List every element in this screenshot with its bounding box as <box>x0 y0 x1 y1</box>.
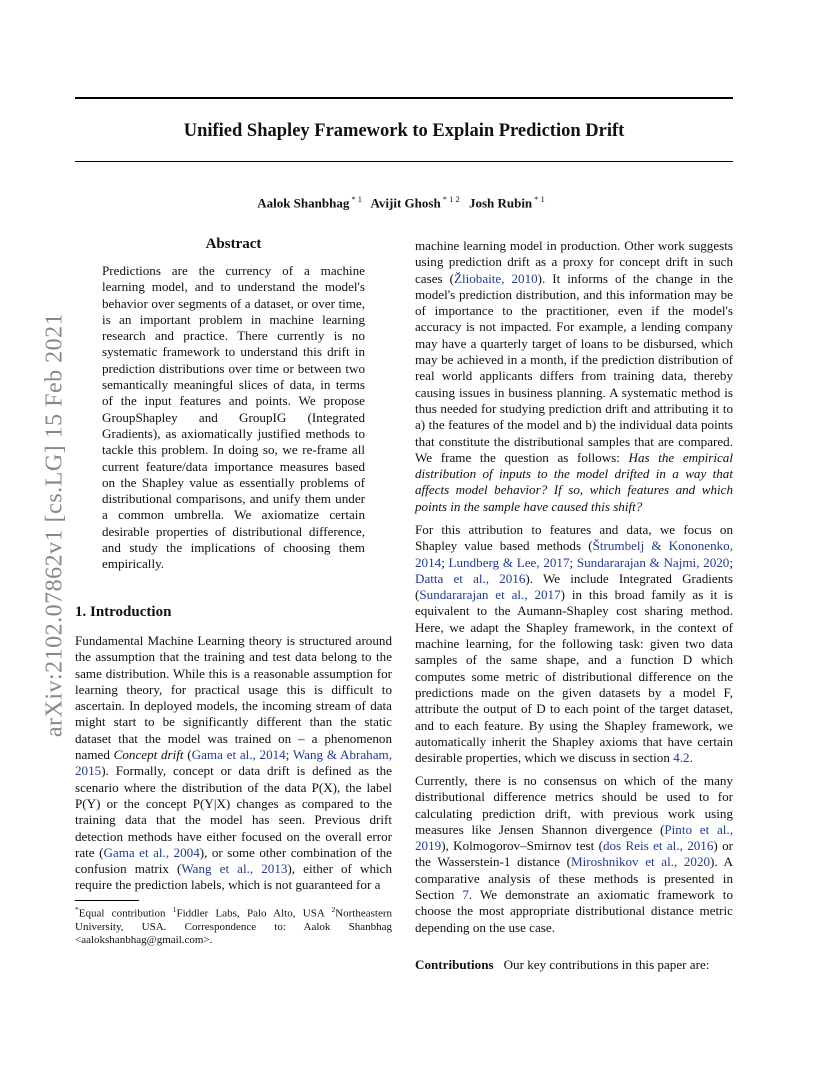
citation-link[interactable]: Sundararajan & Najmi, 2020 <box>576 554 730 570</box>
emphasis-question: Has the empirical distribution of inputs to the model drifted in a way that affects model behavior? If so, which features and which points in the sample have caused this shift? <box>415 449 733 514</box>
citation-link[interactable]: Wang & Abraham, 2015 <box>75 747 392 779</box>
abstract-text: Predictions are the currency of a machine learning model, and to understand the model's behavior over segments of a dataset, or over time, is an important problem in machine learning research and practice. There currently is no systematic framework to understand this drift in prediction distributions over time or between two semantically meaningful slices of data, in terms of the input features and points. We propose GroupShapley and GroupIG (Integrated Gradients), as axiomatically justified methods to tackle this problem. In doing so, we re-frame all current feature/data importance measures based on the Shapley value as essentially problems of distributional comparisons, and unify them under a common umbrella. We axiomatize certain desirable properties of distributional difference, and study the implications of choosing them empirically. <box>102 263 365 572</box>
citation-link[interactable]: Pinto et al., 2019 <box>415 821 733 854</box>
author-affiliation-mark: * 1 2 <box>442 194 460 204</box>
citation-link[interactable]: Štrumbelj & Kononenko, 2014 <box>415 538 733 570</box>
citation-link[interactable]: Miroshnikov et al., 2020 <box>570 854 711 870</box>
author-list <box>75 190 733 212</box>
citation-link[interactable]: Gama et al., 2004 <box>103 844 200 860</box>
contributions-paragraph: Contributions Our key contributions in this paper are: <box>415 957 710 972</box>
citation-link[interactable]: Wang et al., 2013 <box>181 861 288 877</box>
author-name: Avijit Ghosh <box>370 195 441 211</box>
paper-title: Unified Shapley Framework to Explain Prediction Drift <box>183 121 625 141</box>
citation-link[interactable]: dos Reis et al., 2016 <box>602 838 714 854</box>
footnote-rule <box>75 900 139 901</box>
citation-link[interactable]: Gama et al., 2014 <box>191 747 286 763</box>
author-affiliation-mark: * 1 <box>351 194 362 204</box>
right-paragraph-3: Currently, there is no consensus on which of the many distributional difference metrics should be used to for calculating prediction drift, with previous work using measures like Jensen Shannon divergence (Pinto et al., 2019), Kolmogorov–Smirnov test (dos Reis et al., 2016) or the Wasserstein-1 distance (Miroshnikov et al., 2020). A comparative analysis of these methods is presented in Section 7. We demonstrate an axiomatic framework to choose the most appropriate distributional distance metric depending on the use case. <box>415 773 734 935</box>
section-link[interactable]: 7 <box>462 887 469 903</box>
right-paragraph-1: machine learning model in production. Other work suggests using prediction drift as a proxy for concept drift in such cases (Žliobaite, 2010). It informs of the change in the model's prediction distribution, and this information may be of importance to the practitioner, even if the model's accuracy is not impacted. For example, a lending company may have a quarterly target of loans to be disbursed, which may be achieved in a month, if the prediction distribution of real world applicants differs from training data, thereby causing issues in business planning. A systematic method is thus needed for studying prediction drift and attributing it to a) the features of the model and b) the individual data points that constitute the distributional samples that are compared. We frame the question as follows: Has the empirical distribution of inputs to the model drifted in a way that affects model behavior? If so, which features and which points in the sample have caused this shift? <box>415 238 733 514</box>
section-heading-introduction: 1. Introduction <box>75 604 172 620</box>
author-affiliation-mark: * 1 <box>534 194 545 204</box>
citation-link[interactable]: Sundararajan et al., 2017 <box>419 587 561 603</box>
emphasis-concept-drift: Concept drift <box>113 747 184 763</box>
citation-link[interactable]: Lundberg & Lee, 2017 <box>448 554 570 570</box>
title-bottom-rule <box>75 161 733 162</box>
top-rule <box>75 97 733 99</box>
contributions-heading: Contributions <box>415 957 494 972</box>
author-name: Josh Rubin <box>468 195 533 211</box>
author-name: Aalok Shanbhag <box>257 195 350 211</box>
footnote: *Equal contribution $^1$Fiddler Labs, Palo Alto, USA $^2$Northeastern University, USA. Correspondence to: Aalok Shanbhag <aalokshanbhag@gmail.com>. <box>75 905 392 947</box>
arxiv-sidebar-stamp: arXiv:2102.07862v1 [cs.LG] 15 Feb 2021 <box>41 312 68 738</box>
intro-paragraph: Fundamental Machine Learning theory is structured around the assumption that the training and test data belong to the same distribution. While this is a reasonable assumption for learning theory, for practical usage this is difficult to ascertain. In deployed models, the incoming stream of data might start to be significantly different than the static dataset that the model was trained on – a phenomenon named Concept drift (Gama et al., 2014; Wang & Abraham, 2015). Formally, concept or data drift is defined as the scenario where the distribution of the data P(X), the label P(Y) or the concept P(Y|X) changes as compared to the training data that the model has seen. Previous drift detection methods have either focused on the overall error rate (Gama et al., 2004), or some other combination of the confusion matrix (Wang et al., 2013), either of which require the prediction labels, which is not guaranteed for a <box>75 633 392 893</box>
section-link[interactable]: 4.2 <box>673 750 690 766</box>
right-paragraph-2: For this attribution to features and data, we focus on Shapley value based methods (Štrumbelj & Kononenko, 2014; Lundberg & Lee, 2017; Sundararajan & Najmi, 2020; Datta et al., 2016). We include Integrated Gradients (Sundararajan et al., 2017) in this broad family as it is equivalent to the Aumann-Shapley cost sharing method. Here, we adapt the Shapley framework, in the context of machine learning, for the following task: given two data samples of the same shape, and a function D which computes some metric of distributional difference on the predictions made on the given datasets by a model F, attribute the output of D to each point of the target dataset, and to each feature. By using the Shapley framework, we automatically inherit the Shapley axioms that have certain desirable properties, which we discuss in section 4.2. <box>415 522 733 766</box>
citation-link[interactable]: Datta et al., 2016 <box>415 570 526 586</box>
abstract-heading: Abstract <box>205 236 262 252</box>
citation-link[interactable]: Žliobaite, 2010 <box>453 270 538 286</box>
